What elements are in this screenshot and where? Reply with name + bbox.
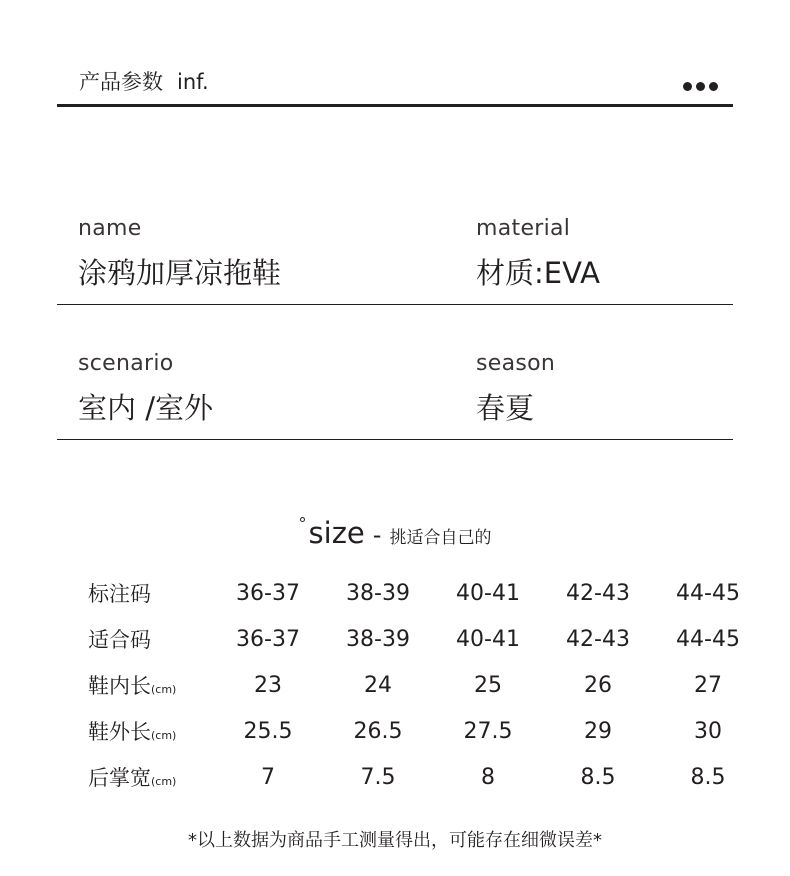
table-cell: 23	[254, 672, 282, 698]
field-season-value: 春夏	[476, 391, 535, 425]
dot	[709, 82, 718, 91]
table-cell: 38-39	[346, 626, 410, 652]
page-title	[79, 66, 209, 96]
row-unit: (cm)	[151, 729, 177, 742]
table-cell: 29	[584, 718, 612, 744]
table-cell: 8.5	[690, 764, 726, 790]
row-label-text: 适合码	[88, 628, 151, 652]
table-cell: 36-37	[236, 580, 300, 606]
table-row	[76, 754, 763, 800]
row-label	[76, 662, 213, 708]
size-dash: -	[372, 521, 382, 549]
footnote: *以上数据为商品手工测量得出，可能存在细微误差*	[188, 830, 602, 851]
table-cell: 42-43	[566, 580, 630, 606]
table-cell: 36-37	[236, 626, 300, 652]
field-name-label: name	[78, 216, 142, 241]
dot	[683, 82, 692, 91]
field-scenario-value: 室内 /室外	[78, 391, 213, 425]
row-label	[76, 570, 213, 616]
table-cell: 30	[694, 718, 722, 744]
degree-mark: °	[298, 514, 307, 533]
table-cell: 7.5	[360, 764, 396, 790]
size-subtitle: 挑适合自己的	[389, 528, 492, 548]
field-name	[78, 216, 281, 292]
table-cell: 7	[261, 764, 275, 790]
field-material-label: material	[476, 216, 571, 241]
table-cell: 27	[694, 672, 722, 698]
field-season-label: season	[476, 351, 556, 376]
table-cell: 44-45	[676, 626, 740, 652]
row-label-text: 标注码	[88, 582, 151, 606]
field-material	[476, 216, 600, 292]
table-row	[76, 708, 763, 754]
field-season	[476, 351, 555, 427]
row-label-text: 鞋内长	[88, 674, 151, 698]
field-divider	[57, 304, 733, 305]
row-unit: (cm)	[151, 683, 177, 696]
table-cell: 26	[584, 672, 612, 698]
page-title-en: inf.	[177, 70, 209, 94]
field-divider	[57, 439, 733, 440]
row-label	[76, 754, 213, 800]
size-title: size	[308, 516, 365, 550]
row-unit: (cm)	[151, 775, 177, 788]
table-row	[76, 616, 763, 662]
row-label-text: 后掌宽	[88, 766, 151, 790]
table-cell: 25	[474, 672, 502, 698]
header-divider	[57, 104, 733, 107]
table-cell: 40-41	[456, 626, 520, 652]
table-cell: 24	[364, 672, 392, 698]
page-title-zh: 产品参数	[79, 70, 163, 94]
field-name-value: 涂鸦加厚凉拖鞋	[78, 256, 282, 290]
field-scenario-label: scenario	[78, 351, 174, 376]
field-material-value: 材质:EVA	[476, 256, 600, 290]
table-cell: 44-45	[676, 580, 740, 606]
table-cell: 38-39	[346, 580, 410, 606]
table-cell: 8	[481, 764, 495, 790]
table-row	[76, 662, 763, 708]
table-cell: 26.5	[353, 718, 403, 744]
row-label-text: 鞋外长	[88, 720, 151, 744]
row-label	[76, 616, 213, 662]
table-cell: 8.5	[580, 764, 616, 790]
table-row	[76, 570, 763, 616]
dot	[696, 82, 705, 91]
table-cell: 42-43	[566, 626, 630, 652]
more-dots-icon	[683, 82, 719, 91]
size-table	[76, 570, 763, 800]
field-scenario	[78, 351, 213, 427]
table-cell: 25.5	[243, 718, 293, 744]
table-cell: 40-41	[456, 580, 520, 606]
table-cell: 27.5	[463, 718, 513, 744]
row-label	[76, 708, 213, 754]
size-section-title	[0, 514, 790, 550]
